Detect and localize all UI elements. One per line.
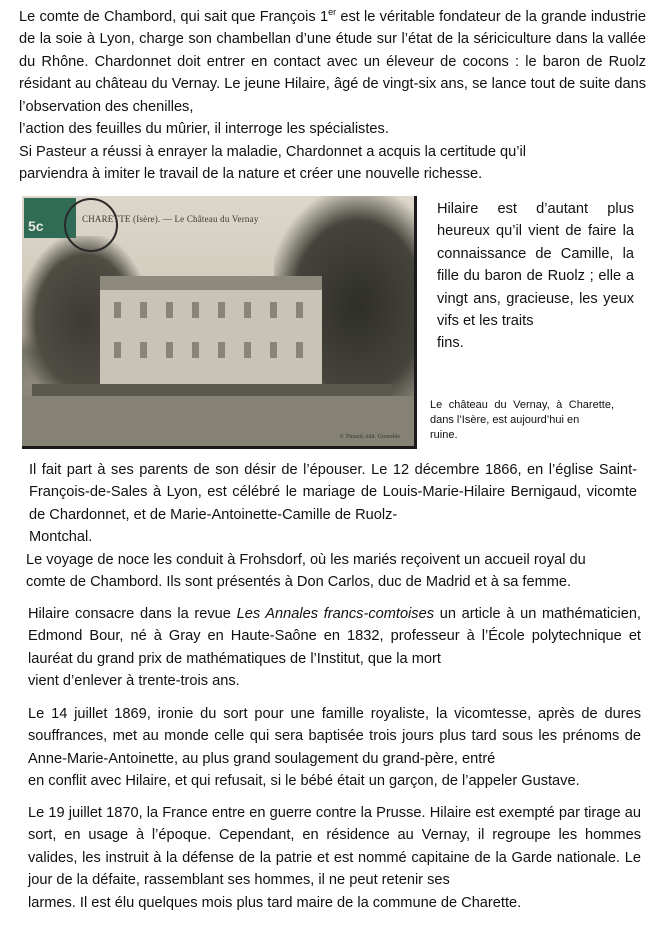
paragraph-text: Le 14 juillet 1869, ironie du sort pour une famille royaliste, la vicomtesse, après de dures souffrances, met au monde celle qui sera baptisée trois jours plus tard sous les prénoms de Anne-Marie-Antoinette, au plus grand soulagement du grand-père, entré <box>28 706 641 767</box>
chateau-building <box>100 276 322 386</box>
postage-stamp: 5c <box>24 198 76 238</box>
paragraph-text: Il fait part à ses parents de son désir de l’épouser. Le 12 décembre 1866, en l’église Saint-François-de-Sales à Lyon, est célébré le mariage de Louis-Marie-Hilaire Bernigaud, vicomte de Chardonnet, et de Marie-Antoinette-Camille de Ruolz- <box>29 462 637 523</box>
paragraph-text: Le voyage de noce les conduit à Frohsdorf, où les mariés reçoivent un accueil royal du <box>26 552 586 568</box>
paragraph-last-line: comte de Chambord. Ils sont présentés à Don Carlos, duc de Madrid et à sa femme. <box>26 574 572 591</box>
paragraph-pasteur <box>19 141 646 186</box>
paragraph-text: un article à un mathématicien, Edmond Bour, né à Gray en Haute-Saône en 1832, professeur à l’École polytechnique et lauréat du grand prix de mathématiques de l’Institut, que la mort <box>28 606 641 667</box>
paragraph-text: Le 19 juillet 1870, la France entre en guerre contre la Prusse. Hilaire est exempté par tirage au sort, en usage à l’époque. Cependant, en résidence au Vernay, il regroupe les hommes valides, les instruit à la défense de la patrie et est nommé capitaine de la Garde nationale. Le jour de la défaite, rassemblant ses hommes, il ne peut retenir ses <box>28 805 641 889</box>
paragraph-comte-de-chambord <box>19 6 646 140</box>
caption-text: Le château du Vernay, à Charette, dans l’Isère, est aujourd’hui en <box>430 399 614 426</box>
chateau-postcard-image <box>22 196 417 449</box>
superscript: er <box>328 7 337 17</box>
paragraph-last-line: vient d’enlever à trente-trois ans. <box>28 673 240 690</box>
paragraph-text: Hilaire est d’autant plus heureux qu’il vient de faire la connaissance de Camille, la fille du baron de Ruolz ; elle a vingt ans, gracieuse, les yeux vifs et les traits <box>437 201 634 330</box>
paragraph-text: Hilaire consacre dans la revue <box>28 606 237 622</box>
paragraph-last-line: l’action des feuilles du mûrier, il interroge les spécialistes. <box>19 121 389 138</box>
paragraph-naissance <box>28 703 641 793</box>
paragraph-text: Si Pasteur a réussi à enrayer la maladie, Chardonnet a acquis la certitude qu’il <box>19 144 527 160</box>
paragraph-last-line: Montchal. <box>29 529 93 546</box>
caption-last-line: ruine. <box>430 429 458 441</box>
paragraph-last-line: fins. <box>437 335 464 352</box>
paragraph-mariage <box>29 459 637 549</box>
paragraph-edmond-bour <box>28 603 641 693</box>
postmark-icon <box>64 198 118 252</box>
paragraph-text: est le véritable fondateur de la grande industrie de la soie à Lyon, charge son chambellan d’une étude sur l’état de la sériciculture dans la vallée du Rhône. Chardonnet doit entrer en contact avec un éleveur de cocons : le baron de Ruolz résidant au château du Vernay. Le jeune Hilaire, âgé de vingt-six ans, se lance tout de suite dans l’observation des chenilles, <box>19 9 646 115</box>
paragraph-last-line: larmes. Il est élu quelques mois plus tard maire de la commune de Charette. <box>28 894 522 911</box>
paragraph-guerre-prusse <box>28 802 641 914</box>
paragraph-last-line: en conflit avec Hilaire, et qui refusait, si le bébé était un garçon, de l’appeler Gustave. <box>28 773 580 790</box>
lawn <box>22 396 414 449</box>
journal-title: Les Annales francs-comtoises <box>236 606 435 622</box>
paragraph-last-line: parviendra à imiter le travail de la nature et créer une nouvelle richesse. <box>19 166 483 183</box>
paragraph-camille <box>437 198 634 355</box>
paragraph-voyage-de-noce <box>26 549 640 594</box>
photo-caption <box>430 398 614 443</box>
paragraph-text: Le comte de Chambord, qui sait que François 1 <box>19 9 329 25</box>
postcard-publisher: F. Pinaud, édit. Grenoble <box>340 434 400 440</box>
postcard-title: CHARETTE (Isère). — Le Château du Vernay <box>82 214 259 224</box>
